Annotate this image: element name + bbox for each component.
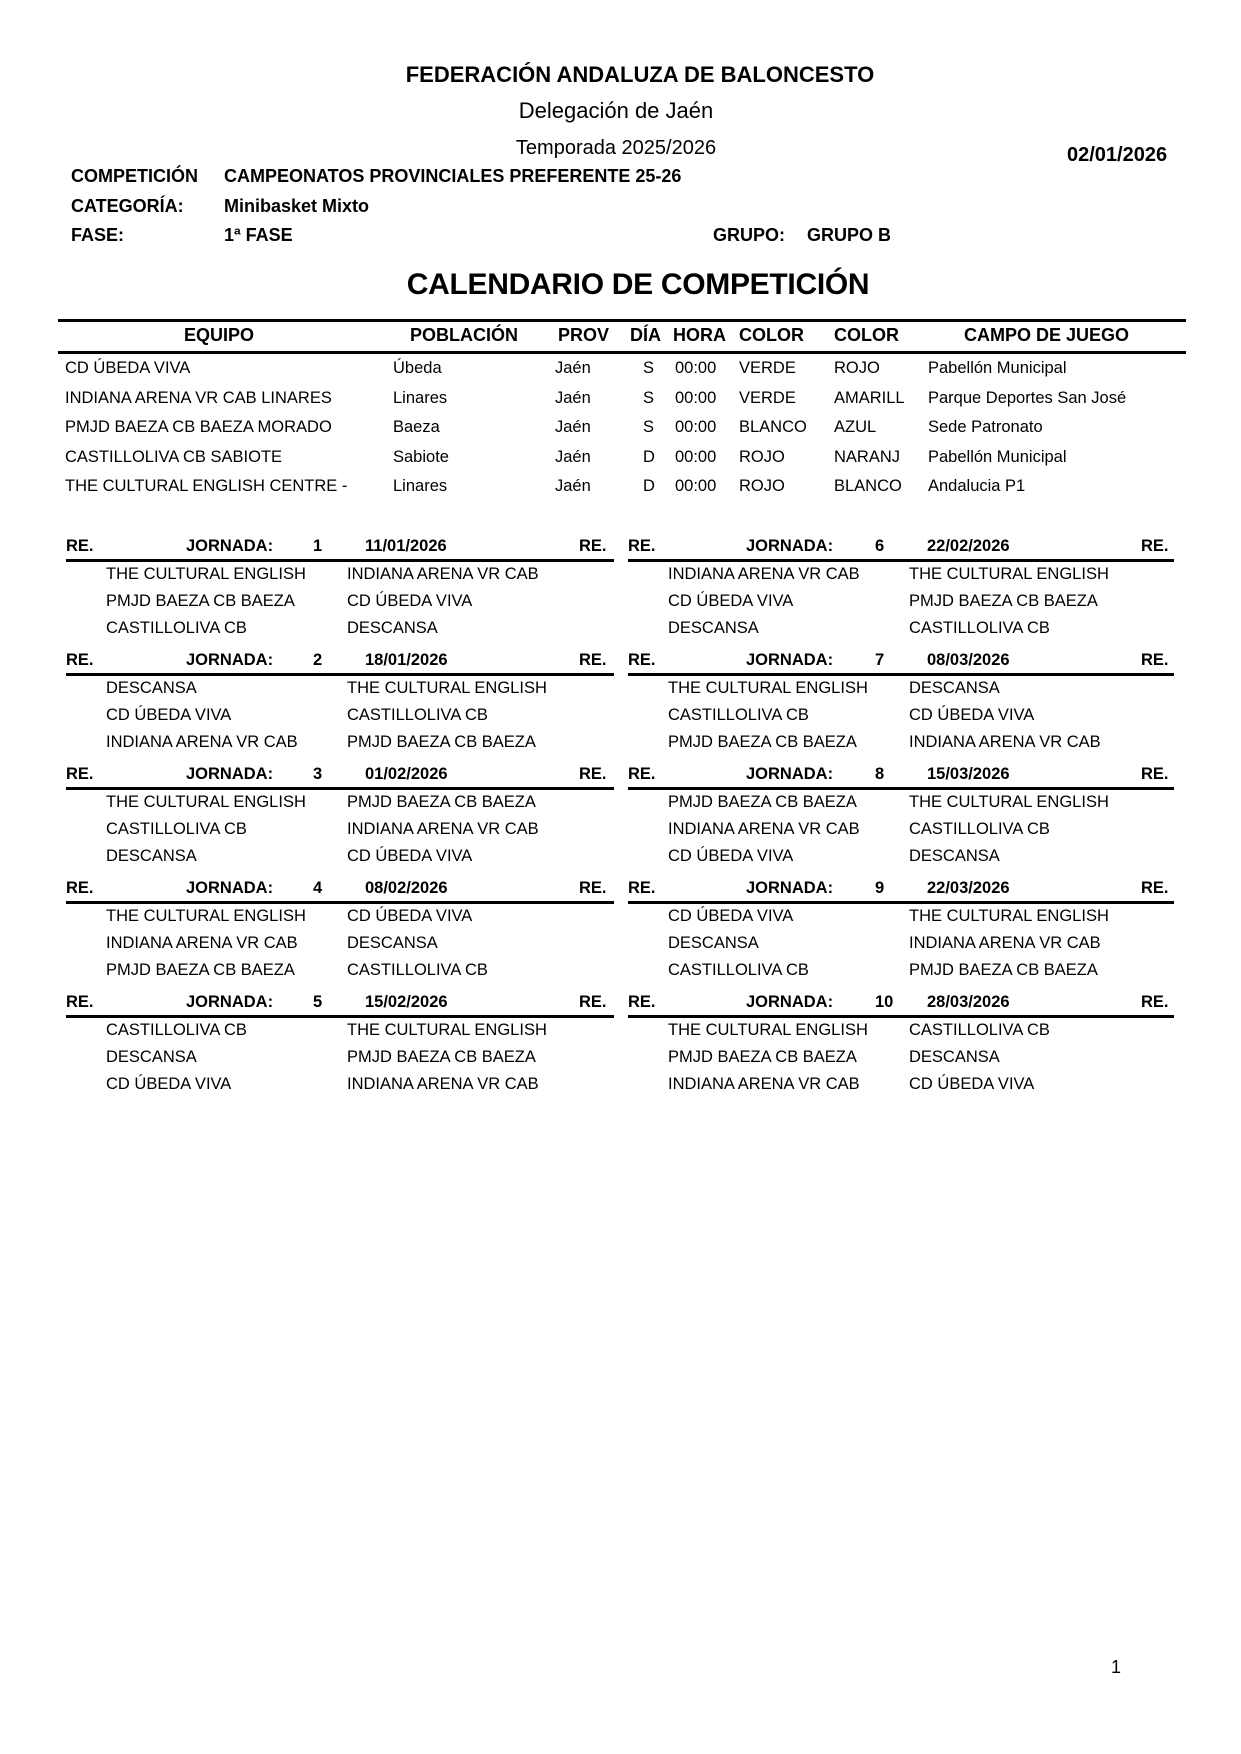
team-cell-hora: 00:00 (675, 359, 717, 377)
match-home-team: DESCANSA (106, 1048, 197, 1066)
jornada-label: JORNADA: (746, 765, 834, 783)
match-home-team: PMJD BAEZA CB BAEZA (668, 1048, 857, 1066)
phase-value: 1ª FASE (224, 225, 293, 245)
match-away-team: INDIANA ARENA VR CAB (909, 733, 1101, 751)
jornada-number: 5 (313, 993, 323, 1011)
col-prov: PROV (558, 325, 610, 345)
re-label-right: RE. (1141, 651, 1169, 669)
team-cell-color1: BLANCO (739, 418, 807, 436)
organization-title: FEDERACIÓN ANDALUZA DE BALONCESTO (405, 62, 875, 87)
match-home-team: DESCANSA (668, 934, 759, 952)
jornada-number: 7 (875, 651, 885, 669)
competition-label: COMPETICIÓN (71, 166, 199, 186)
match-away-team: PMJD BAEZA CB BAEZA (347, 1048, 536, 1066)
match-home-team: INDIANA ARENA VR CAB (106, 934, 298, 952)
jornada-label: JORNADA: (186, 765, 274, 783)
match-home-team: INDIANA ARENA VR CAB (106, 733, 298, 751)
team-cell-prov: Jaén (555, 359, 591, 377)
match-away-team: THE CULTURAL ENGLISH (909, 565, 1109, 583)
group-label: GRUPO: (713, 225, 785, 245)
jornada-number: 1 (313, 537, 323, 555)
jornada-header (628, 765, 1174, 790)
team-cell-dia: D (643, 448, 655, 466)
team-cell-poblacion: Baeza (393, 418, 440, 436)
match-away-team: CD ÚBEDA VIVA (909, 1075, 1035, 1093)
match-away-team: PMJD BAEZA CB BAEZA (909, 961, 1098, 979)
re-label-left: RE. (66, 651, 94, 669)
match-home-team: PMJD BAEZA CB BAEZA (668, 733, 857, 751)
team-cell-color2: ROJO (834, 359, 880, 377)
team-cell-hora: 00:00 (675, 418, 717, 436)
match-home-team: CASTILLOLIVA CB (106, 1021, 247, 1039)
team-cell-hora: 00:00 (675, 448, 717, 466)
jornada-number: 8 (875, 765, 885, 783)
jornada-label: JORNADA: (746, 993, 834, 1011)
match-home-team: INDIANA ARENA VR CAB (668, 820, 860, 838)
re-label-left: RE. (66, 993, 94, 1011)
re-label-right: RE. (1141, 537, 1169, 555)
team-cell-dia: S (643, 418, 655, 436)
match-home-team: CASTILLOLIVA CB (106, 619, 247, 637)
team-cell-equipo: INDIANA ARENA VR CAB LINARES (65, 389, 332, 407)
match-away-team: INDIANA ARENA VR CAB (347, 565, 539, 583)
delegation-subtitle: Delegación de Jaén (518, 98, 714, 123)
match-away-team: CD ÚBEDA VIVA (347, 847, 473, 865)
team-cell-campo: Parque Deportes San José (928, 389, 1127, 407)
match-home-team: THE CULTURAL ENGLISH (668, 679, 868, 697)
jornada-number: 2 (313, 651, 323, 669)
match-home-team: INDIANA ARENA VR CAB (668, 565, 860, 583)
jornada-date: 28/03/2026 (927, 993, 1010, 1011)
match-home-team: PMJD BAEZA CB BAEZA (106, 961, 295, 979)
match-away-team: CD ÚBEDA VIVA (347, 907, 473, 925)
re-label-left: RE. (628, 765, 656, 783)
re-label-left: RE. (66, 765, 94, 783)
page-number: 1 (1111, 1657, 1122, 1677)
match-away-team: PMJD BAEZA CB BAEZA (347, 793, 536, 811)
jornada-header (66, 879, 614, 904)
re-label-left: RE. (628, 993, 656, 1011)
match-away-team: CD ÚBEDA VIVA (909, 706, 1035, 724)
team-cell-poblacion: Linares (393, 389, 448, 407)
jornada-label: JORNADA: (746, 651, 834, 669)
season-label: Temporada 2025/2026 (515, 137, 717, 159)
match-home-team: CASTILLOLIVA CB (668, 706, 809, 724)
jornada-number: 6 (875, 537, 885, 555)
re-label-right: RE. (579, 765, 607, 783)
team-cell-color2: NARANJ (834, 448, 901, 466)
col-poblacion: POBLACIÓN (410, 325, 518, 345)
match-home-team: CASTILLOLIVA CB (668, 961, 809, 979)
match-home-team: THE CULTURAL ENGLISH (106, 907, 306, 925)
match-home-team: THE CULTURAL ENGLISH (668, 1021, 868, 1039)
team-cell-color1: VERDE (739, 359, 796, 377)
match-away-team: DESCANSA (909, 679, 1000, 697)
col-hora: HORA (673, 325, 726, 345)
jornada-label: JORNADA: (186, 651, 274, 669)
jornada-header (66, 765, 614, 790)
match-away-team: CASTILLOLIVA CB (909, 619, 1050, 637)
team-cell-equipo: CASTILLOLIVA CB SABIOTE (65, 448, 283, 466)
match-home-team: DESCANSA (668, 619, 759, 637)
team-cell-color2: BLANCO (834, 477, 902, 495)
jornada-date: 18/01/2026 (365, 651, 448, 669)
team-cell-dia: D (643, 477, 655, 495)
jornada-label: JORNADA: (746, 879, 834, 897)
match-home-team: INDIANA ARENA VR CAB (668, 1075, 860, 1093)
match-away-team: CASTILLOLIVA CB (347, 706, 488, 724)
jornada-label: JORNADA: (186, 537, 274, 555)
jornada-header (66, 651, 614, 676)
jornada-number: 4 (313, 879, 323, 897)
col-dia: DÍA (630, 325, 661, 345)
col-campo: CAMPO DE JUEGO (964, 325, 1130, 345)
match-home-team: CD ÚBEDA VIVA (668, 592, 794, 610)
phase-label: FASE: (71, 225, 125, 245)
match-away-team: DESCANSA (347, 619, 438, 637)
jornada-date: 22/02/2026 (927, 537, 1010, 555)
re-label-right: RE. (1141, 993, 1169, 1011)
jornada-number: 9 (875, 879, 885, 897)
jornada-date: 08/03/2026 (927, 651, 1010, 669)
re-label-left: RE. (628, 651, 656, 669)
team-cell-poblacion: Linares (393, 477, 448, 495)
jornada-number: 3 (313, 765, 323, 783)
jornada-header (628, 993, 1174, 1018)
match-away-team: THE CULTURAL ENGLISH (909, 793, 1109, 811)
team-cell-prov: Jaén (555, 389, 591, 407)
re-label-left: RE. (628, 537, 656, 555)
jornada-label: JORNADA: (186, 879, 274, 897)
match-home-team: CASTILLOLIVA CB (106, 820, 247, 838)
re-label-left: RE. (628, 879, 656, 897)
jornada-label: JORNADA: (746, 537, 834, 555)
group-value: GRUPO B (807, 225, 892, 245)
team-cell-campo: Pabellón Municipal (928, 359, 1067, 377)
jornada-date: 11/01/2026 (365, 537, 447, 555)
team-cell-color1: ROJO (739, 448, 785, 466)
jornada-number: 10 (875, 993, 894, 1011)
team-cell-color1: ROJO (739, 477, 785, 495)
col-color2: COLOR (834, 325, 899, 345)
match-away-team: CASTILLOLIVA CB (347, 961, 488, 979)
jornada-header (628, 651, 1174, 676)
team-cell-poblacion: Sabiote (393, 448, 449, 466)
match-home-team: DESCANSA (106, 847, 197, 865)
jornada-date: 22/03/2026 (927, 879, 1010, 897)
col-equipo: EQUIPO (184, 325, 255, 345)
team-cell-prov: Jaén (555, 448, 591, 466)
team-cell-equipo: PMJD BAEZA CB BAEZA MORADO (65, 418, 332, 436)
jornada-header (66, 537, 614, 562)
team-cell-color1: VERDE (739, 389, 796, 407)
jornada-label: JORNADA: (186, 993, 274, 1011)
match-home-team: PMJD BAEZA CB BAEZA (668, 793, 857, 811)
jornada-date: 15/02/2026 (365, 993, 448, 1011)
match-away-team: INDIANA ARENA VR CAB (347, 820, 539, 838)
match-away-team: PMJD BAEZA CB BAEZA (909, 592, 1098, 610)
match-away-team: CASTILLOLIVA CB (909, 820, 1050, 838)
category-label: CATEGORÍA: (71, 196, 184, 216)
match-away-team: INDIANA ARENA VR CAB (347, 1075, 539, 1093)
match-home-team: THE CULTURAL ENGLISH (106, 793, 306, 811)
match-away-team: DESCANSA (909, 1048, 1000, 1066)
jornada-date: 01/02/2026 (365, 765, 448, 783)
match-home-team: DESCANSA (106, 679, 197, 697)
re-label-right: RE. (579, 993, 607, 1011)
team-cell-poblacion: Úbeda (393, 359, 442, 377)
team-cell-hora: 00:00 (675, 389, 717, 407)
jornada-date: 08/02/2026 (365, 879, 448, 897)
team-cell-campo: Sede Patronato (928, 418, 1043, 436)
match-home-team: CD ÚBEDA VIVA (106, 1075, 232, 1093)
jornada-header (66, 993, 614, 1018)
match-away-team: THE CULTURAL ENGLISH (347, 1021, 547, 1039)
jornada-header (628, 879, 1174, 904)
match-away-team: DESCANSA (909, 847, 1000, 865)
team-cell-hora: 00:00 (675, 477, 717, 495)
jornada-header (628, 537, 1174, 562)
category-value: Minibasket Mixto (224, 196, 370, 216)
re-label-right: RE. (579, 651, 607, 669)
print-date: 02/01/2026 (1067, 144, 1168, 166)
team-cell-dia: S (643, 389, 655, 407)
match-away-team: THE CULTURAL ENGLISH (909, 907, 1109, 925)
team-cell-prov: Jaén (555, 418, 591, 436)
re-label-left: RE. (66, 879, 94, 897)
match-away-team: DESCANSA (347, 934, 438, 952)
teams-table-header (58, 319, 1186, 354)
match-home-team: CD ÚBEDA VIVA (106, 706, 232, 724)
re-label-right: RE. (1141, 765, 1169, 783)
jornada-date: 15/03/2026 (927, 765, 1010, 783)
match-away-team: THE CULTURAL ENGLISH (347, 679, 547, 697)
match-home-team: PMJD BAEZA CB BAEZA (106, 592, 295, 610)
competition-value: CAMPEONATOS PROVINCIALES PREFERENTE 25-26 (224, 166, 682, 186)
re-label-left: RE. (66, 537, 94, 555)
team-cell-dia: S (643, 359, 655, 377)
team-cell-prov: Jaén (555, 477, 591, 495)
match-away-team: INDIANA ARENA VR CAB (909, 934, 1101, 952)
match-away-team: PMJD BAEZA CB BAEZA (347, 733, 536, 751)
match-home-team: CD ÚBEDA VIVA (668, 847, 794, 865)
document-title: CALENDARIO DE COMPETICIÓN (406, 268, 870, 301)
team-cell-color2: AMARILL (834, 389, 905, 407)
col-color1: COLOR (739, 325, 804, 345)
team-cell-campo: Pabellón Municipal (928, 448, 1067, 466)
team-cell-equipo: THE CULTURAL ENGLISH CENTRE - (65, 477, 348, 495)
team-cell-campo: Andalucia P1 (928, 477, 1026, 495)
team-cell-equipo: CD ÚBEDA VIVA (65, 359, 191, 377)
match-away-team: CASTILLOLIVA CB (909, 1021, 1050, 1039)
team-cell-color2: AZUL (834, 418, 877, 436)
re-label-right: RE. (579, 879, 607, 897)
match-home-team: THE CULTURAL ENGLISH (106, 565, 306, 583)
re-label-right: RE. (579, 537, 607, 555)
match-away-team: CD ÚBEDA VIVA (347, 592, 473, 610)
re-label-right: RE. (1141, 879, 1169, 897)
match-home-team: CD ÚBEDA VIVA (668, 907, 794, 925)
